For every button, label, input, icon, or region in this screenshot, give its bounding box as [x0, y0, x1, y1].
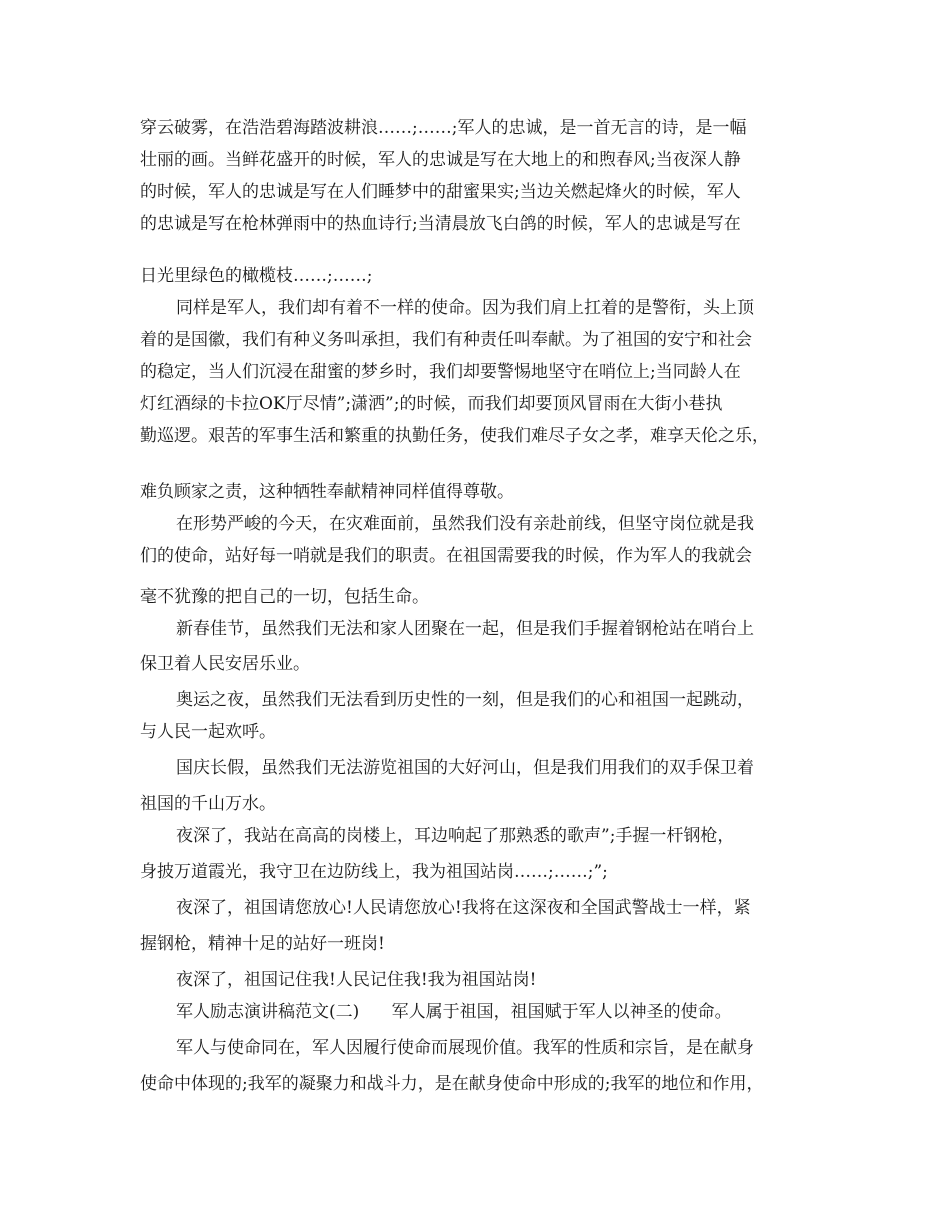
- text-line: 夜深了，祖国请您放心!人民请您放心!我将在这深夜和全国武警战士一样，紧: [176, 898, 751, 918]
- text-line: 新春佳节，虽然我们无法和家人团聚在一起，但是我们手握着钢枪站在哨台上: [176, 619, 754, 639]
- text-line: 祖国的千山万水。: [140, 794, 276, 814]
- text-line: 勤巡逻。艰苦的军事生活和繁重的执勤任务，使我们难尽子女之孝，难享天伦之乐，: [140, 426, 769, 446]
- text-line: 的时候，军人的忠诚是写在人们睡梦中的甜蜜果实;当边关燃起烽火的时候，军人: [140, 182, 741, 202]
- text-line: 夜深了，祖国记住我!人民记住我!我为祖国站岗!: [176, 970, 537, 990]
- text-line: 奥运之夜，虽然我们无法看到历史性的一刻，但是我们的心和祖国一起跳动，: [176, 690, 754, 710]
- text-line: 毫不犹豫的把自己的一切，包括生命。: [140, 587, 429, 607]
- text-line: 日光里绿色的橄榄枝……;……;: [140, 266, 373, 286]
- text-line: 与人民一起欢呼。: [140, 722, 276, 742]
- text-line: 夜深了，我站在高高的岗楼上，耳边响起了那熟悉的歌声”;手握一杆钢枪，: [176, 826, 735, 846]
- text-line: 保卫着人民安居乐业。: [140, 654, 310, 674]
- text-line: 们的使命，站好每一哨就是我们的职责。在祖国需要我的时候，作为军人的我就会: [140, 546, 752, 566]
- section-heading-line: 军人励志演讲稿范文(二) 军人属于祖国，祖国赋于军人以神圣的使命。: [176, 1002, 732, 1022]
- text-line: 同样是军人，我们却有着不一样的使命。因为我们肩上扛着的是警衔，头上顶: [176, 298, 754, 318]
- text-line: 难负顾家之责，这种牺牲奉献精神同样值得尊敬。: [140, 482, 514, 502]
- text-line: 的稳定，当人们沉浸在甜蜜的梦乡时，我们却要警惕地坚守在哨位上;当同龄人在: [140, 362, 741, 382]
- text-line: 使命中体现的;我军的凝聚力和战斗力，是在献身使命中形成的;我军的地位和作用，: [140, 1074, 764, 1094]
- text-line: 国庆长假，虽然我们无法游览祖国的大好河山，但是我们用我们的双手保卫着: [176, 758, 754, 778]
- text-line: 军人与使命同在，军人因履行使命而展现价值。我军的性质和宗旨，是在献身: [176, 1038, 754, 1058]
- text-line: 壮丽的画。当鲜花盛开的时候，军人的忠诚是写在大地上的和煦春风;当夜深人静: [140, 150, 741, 170]
- text-line: 在形势严峻的今天，在灾难面前，虽然我们没有亲赴前线，但坚守岗位就是我: [176, 514, 754, 534]
- text-line: 灯红酒绿的卡拉OK厅尽情”;潇洒”;的时候，而我们却要顶风冒雨在大街小巷执: [140, 394, 723, 414]
- text-line: 着的是国徽，我们有种义务叫承担，我们有种责任叫奉献。为了祖国的安宁和社会: [140, 330, 752, 350]
- text-line: 的忠诚是写在枪林弹雨中的热血诗行;当清晨放飞白鸽的时候，军人的忠诚是写在: [140, 214, 741, 234]
- text-line: 握钢枪，精神十足的站好一班岗!: [140, 934, 385, 954]
- text-line: 身披万道霞光，我守卫在边防线上，我为祖国站岗……;……;”;: [140, 862, 608, 882]
- text-line: 穿云破雾，在浩浩碧海踏波耕浪……;……;军人的忠诚，是一首无言的诗，是一幅: [140, 118, 747, 138]
